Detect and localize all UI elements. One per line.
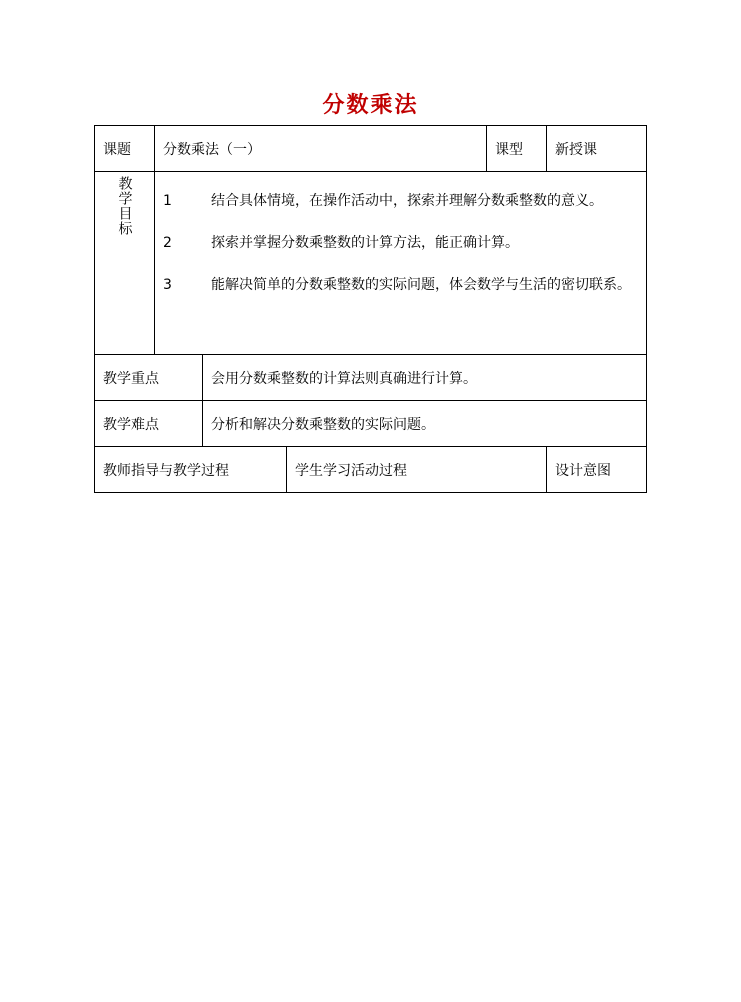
design-intent-header: 设计意图: [547, 447, 647, 493]
goal-item: [163, 180, 638, 222]
goal-number: 3: [163, 277, 172, 293]
goals-label: 教学目标: [116, 176, 133, 236]
goal-text: 探索并掌握分数乘整数的计算方法，能正确计算。: [211, 235, 519, 251]
process-row: [95, 447, 647, 493]
type-label: 课型: [487, 126, 547, 172]
goal-item: [163, 222, 638, 264]
topic-value: 分数乘法（一）: [155, 126, 487, 172]
goals-list: [155, 172, 647, 355]
topic-label: 课题: [95, 126, 155, 172]
type-value: 新授课: [547, 126, 647, 172]
lesson-plan-table: [94, 125, 647, 493]
goals-row: [95, 172, 647, 355]
goal-number: 1: [163, 193, 172, 209]
header-row: [95, 126, 647, 172]
goal-number: 2: [163, 235, 172, 251]
difficulty-row: [95, 401, 647, 447]
goal-text: 能解决简单的分数乘整数的实际问题，体会数学与生活的密切联系。: [211, 277, 631, 293]
student-process-header: 学生学习活动过程: [287, 447, 547, 493]
difficulty-label: 教学难点: [95, 401, 203, 447]
goals-label-cell: [95, 172, 155, 355]
key-point-value: 会用分数乘整数的计算法则真确进行计算。: [203, 355, 647, 401]
document-title: 分数乘法: [322, 92, 419, 118]
goal-text: 结合具体情境，在操作活动中，探索并理解分数乘整数的意义。: [211, 193, 603, 209]
key-point-row: [95, 355, 647, 401]
difficulty-value: 分析和解决分数乘整数的实际问题。: [203, 401, 647, 447]
key-point-label: 教学重点: [95, 355, 203, 401]
teacher-process-header: 教师指导与教学过程: [95, 447, 287, 493]
goal-item: [163, 264, 638, 306]
